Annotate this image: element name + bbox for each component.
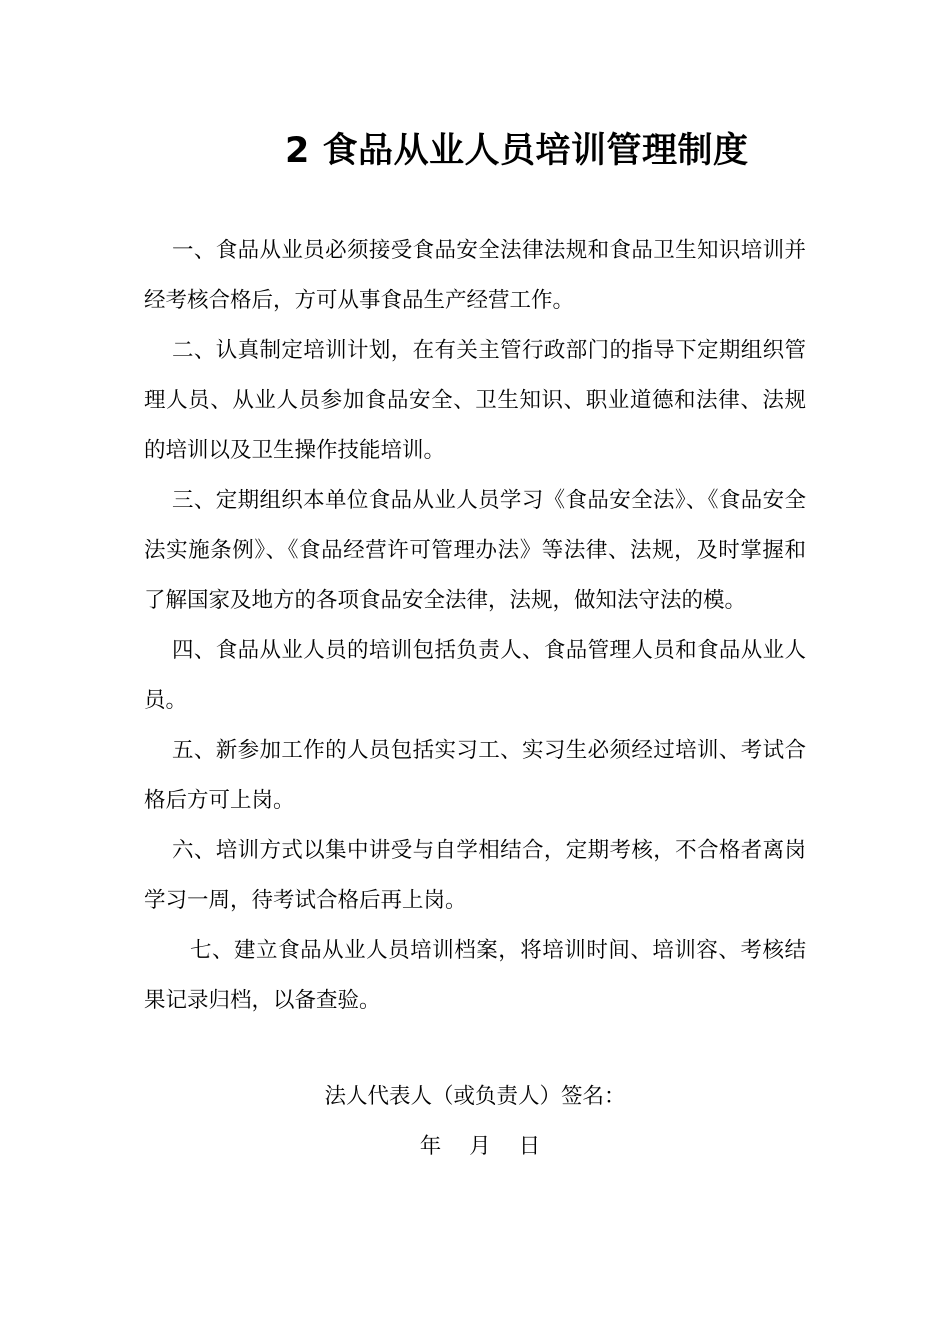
paragraph-3: 三、定期组织本单位食品从业人员学习《食品安全法》、《食品安全法实施条例》、《食品经营许可管理办法》等法律、法规，及时掌握和了解国家及地方的各项食品安全法律，法规，做知法守法的模。 (144, 488, 806, 613)
document-body (144, 226, 806, 1026)
paragraph-6: 六、培训方式以集中讲受与自学相结合，定期考核，不合格者离岗学习一周，待考试合格后再上岗。 (144, 838, 806, 913)
paragraph-1: 一、食品从业员必须接受食品安全法律法规和食品卫生知识培训并经考核合格后，方可从事食品生产经营工作。 (144, 238, 806, 313)
date-month: 月 (469, 1134, 491, 1159)
paragraph-7: 七、建立食品从业人员培训档案，将培训时间、培训容、考核结果记录归档，以备查验。 (144, 938, 806, 1013)
document-title: 2 食品从业人员培训管理制度 (285, 131, 749, 171)
signature-date (0, 1122, 950, 1172)
signature-label: 法人代表人（或负责人）签名： (324, 1084, 626, 1109)
date-day: 日 (518, 1134, 541, 1159)
signature-block (0, 1072, 950, 1172)
paragraph-5: 五、新参加工作的人员包括实习工、实习生必须经过培训、考试合格后方可上岗。 (144, 738, 806, 813)
paragraph-2: 二、认真制定培训计划，在有关主管行政部门的指导下定期组织管理人员、从业人员参加食品安全、卫生知识、职业道德和法律、法规的培训以及卫生操作技能培训。 (144, 338, 806, 463)
paragraph-4: 四、食品从业人员的培训包括负责人、食品管理人员和食品从业人员。 (144, 638, 806, 713)
date-year: 年 (419, 1134, 442, 1159)
